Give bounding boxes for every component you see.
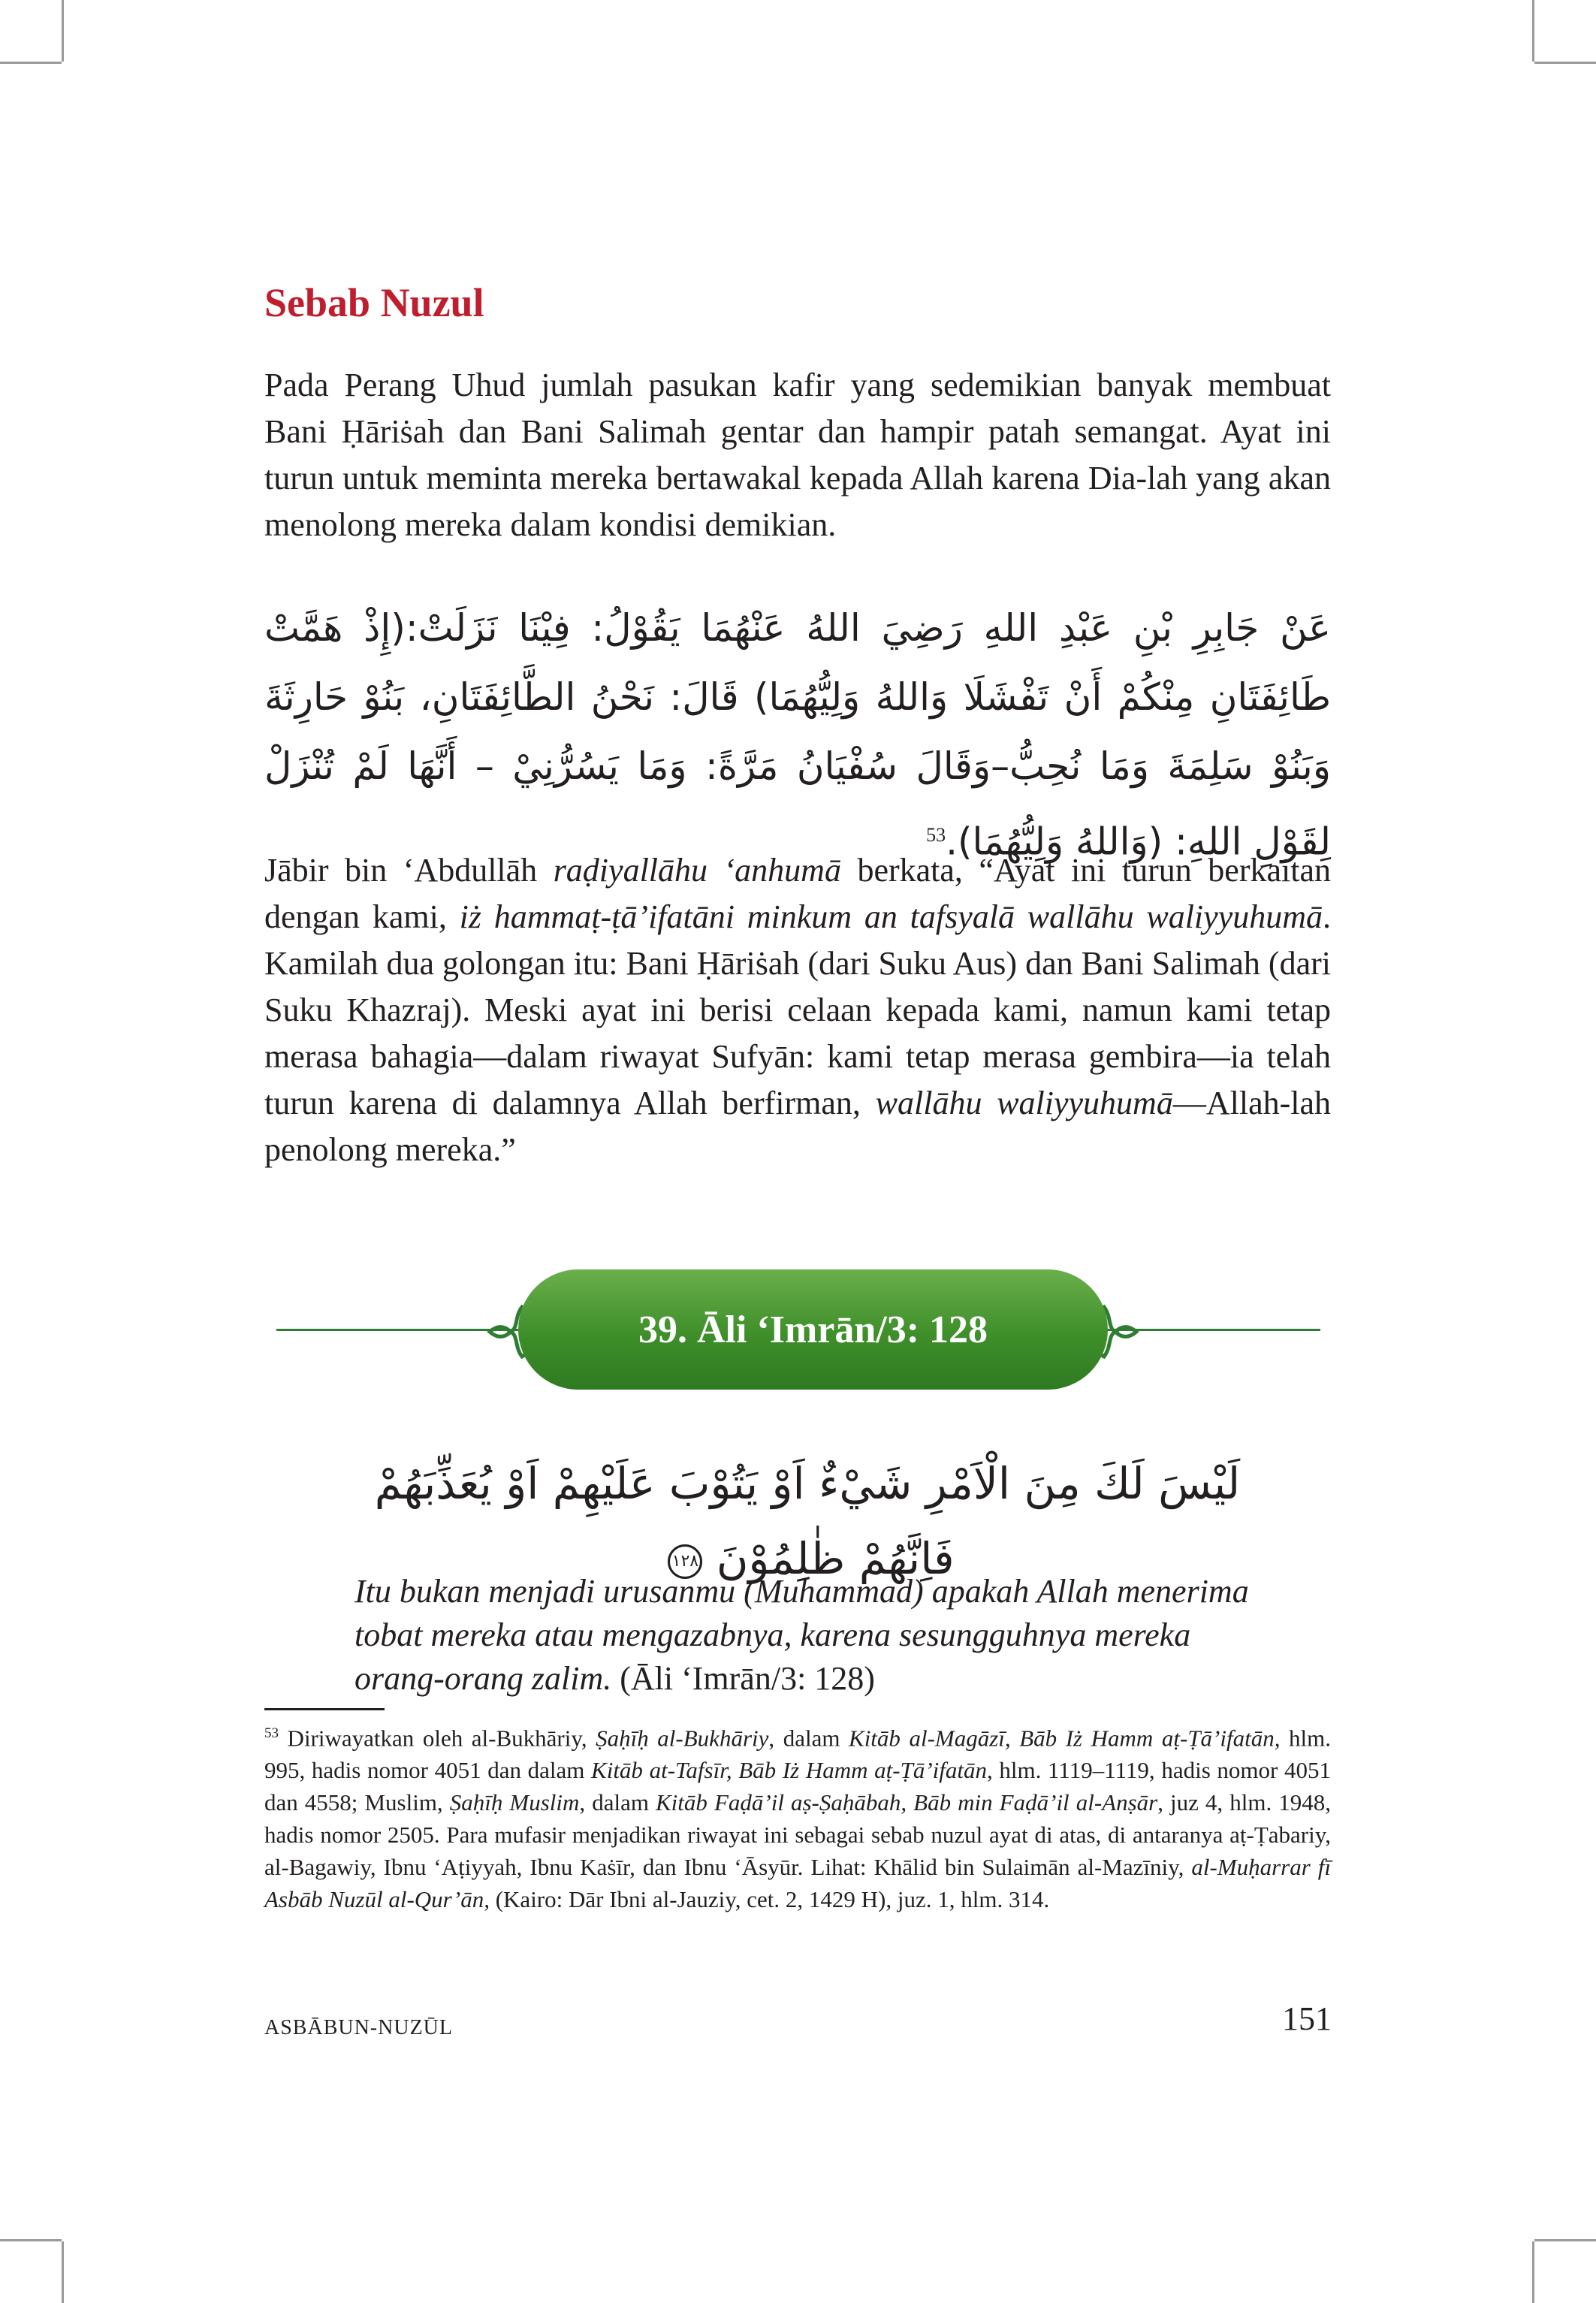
text-run: , dalam bbox=[579, 1789, 656, 1816]
section-heading: Sebab Nuzul bbox=[264, 280, 484, 325]
arabic-hadith bbox=[264, 593, 1331, 877]
translation-section bbox=[264, 847, 1331, 1173]
verse-banner bbox=[518, 1269, 1108, 1390]
crop-mark bbox=[0, 62, 62, 64]
italic-run: Ṣaḥīḥ Muslim bbox=[449, 1789, 580, 1816]
italic-run: Kitāb al-Magāzī, Bāb Iż Hamm aṭ-Ṭā’ifatān, bbox=[849, 1725, 1281, 1752]
verse-translation-text: Itu bukan menjadi urusanmu (Muhammad) apakah Allah menerima tobat mereka atau mengazabnya, karena sesungguhnya mereka orang-orang zalim. bbox=[354, 1573, 1249, 1697]
footnote-number: 53 bbox=[264, 1725, 279, 1741]
intro-section bbox=[264, 362, 1331, 548]
crop-mark bbox=[1532, 0, 1534, 62]
italic-run: Kitāb at-Tafsīr, Bāb Iż Hamm aṭ-Ṭā’ifatān bbox=[591, 1757, 987, 1784]
crop-mark bbox=[1534, 2239, 1596, 2241]
text-run: —Allah-lah penolong mereka.” bbox=[264, 1085, 1332, 1168]
intro-paragraph: Pada Perang Uhud jumlah pasukan kafir yang sedemikian banyak membuat Bani Ḥāriṡah dan Bani Salimah gentar dan hampir patah semangat. Ayat ini turun untuk meminta mereka bertawakal kepada Allah karena Dia-lah yang akan menolong mereka dalam kondisi demikian. bbox=[264, 367, 1331, 543]
translation-paragraph bbox=[264, 847, 1331, 1173]
crop-mark bbox=[0, 2239, 62, 2241]
page-number: 151 bbox=[1282, 2000, 1332, 2037]
text-run: , juz 4, hlm. 1948, hadis nomor 2505. Para mufasir menjadikan riwayat ini sebagai sebab nuzul ayat di atas, di antaranya aṭ-Ṭabariy, al-Bagawiy, Ibnu ʻAṭiyyah, Ibnu Kaṡīr, dan Ibnu ʻĀsyūr. Lihat: Khālid bin Sulaimān al-Mazīniy, bbox=[264, 1789, 1331, 1881]
verse-translation bbox=[354, 1570, 1256, 1701]
verse-citation: (Āli ‘Imrān/3: 128) bbox=[611, 1660, 875, 1697]
italic-run: wallāhu waliyyuhumā bbox=[875, 1085, 1173, 1121]
text-run: Diriwayatkan oleh al-Bukhāriy, bbox=[279, 1725, 596, 1752]
italic-run: Ṣaḥīḥ al-Bukhāriy bbox=[596, 1725, 769, 1752]
text-run: , hlm. 1119–1119, hadis nomor 4051 dan 4558; Muslim, bbox=[264, 1757, 1331, 1816]
text-run: hlm. 995, hadis nomor 4051 dan dalam bbox=[264, 1725, 1332, 1784]
text-run: berkata, “Ayat ini turun berkaitan dengan kami, bbox=[264, 852, 1331, 935]
ayah-number-badge: ١٢٨ bbox=[668, 1544, 702, 1579]
text-run: (Kairo: Dār Ibni al-Jauziy, cet. 2, 1429 H), juz. 1, hlm. 314. bbox=[489, 1886, 1050, 1913]
text-run: Jābir bin ʻAbdullāh bbox=[264, 852, 554, 889]
italic-run: Kitāb Faḍā’il aṣ-Ṣaḥābah, Bāb min Faḍā’il al-Anṣār bbox=[656, 1789, 1158, 1816]
footnote-divider bbox=[264, 1708, 385, 1710]
text-run: , dalam bbox=[768, 1725, 849, 1752]
arabic-hadith-text: عَنْ جَابِرِ بْنِ عَبْدِ اللهِ رَضِيَ اللهُ عَنْهُمَا يَقُوْلُ: فِيْنَا نَزَلَتْ:(إِذْ هَمَّتْ طَائِفَتَانِ مِنْكُمْ أَنْ تَفْشَلَا وَاللهُ وَلِيُّهُمَا) قَالَ: نَحْنُ الطَّائِفَتَانِ، بَنُوْ حَارِثَةَ وَبَنُوْ سَلِمَةَ وَمَا نُحِبُّ–وَقَالَ سُفْيَانُ مَرَّةً: وَمَا يَسُرُّنِيْ – أَنَّهَا لَمْ تُنْزَلْ لِقَوْلِ اللهِ: (وَاللهُ وَلِيُّهُمَا). bbox=[264, 606, 1331, 864]
crop-mark bbox=[62, 2241, 64, 2303]
crop-mark bbox=[1534, 62, 1596, 64]
italic-run: al-Muḥarrar fī Asbāb Nuzūl al-Qur’ān, bbox=[264, 1854, 1331, 1913]
text-run: . Kamilah dua golongan itu: Bani Ḥāriṡah (dari Suku Aus) dan Bani Salimah (dari Suku Khazraj). Meski ayat ini berisi celaan kepada kami, namun kami tetap merasa bahagia—dalam riwayat Sufyān: kami tetap merasa gembira—ia telah turun karena di dalamnya Allah berfirman, bbox=[264, 898, 1331, 1121]
footnote-53 bbox=[264, 1717, 1331, 1915]
quran-verse-text: لَيْسَ لَكَ مِنَ الْاَمْرِ شَيْءٌ اَوْ يَتُوْبَ عَلَيْهِمْ اَوْ يُعَذِّبَهُمْ فَاِنَّهُمْ ظٰلِمُوْنَ bbox=[374, 1458, 1241, 1584]
crop-mark bbox=[62, 0, 64, 62]
verse-reference: 39. Āli ‘Imrān/3: 128 bbox=[638, 1308, 988, 1351]
footnote-ref[interactable]: 53 bbox=[926, 824, 946, 846]
italic-run: raḍiyallāhu ʻanhumā bbox=[553, 852, 841, 889]
running-head: ASBĀBUN-NUZŪL bbox=[264, 2016, 453, 2039]
italic-run: iż hammaṭ-ṭā’ifatāni minkum an tafsyalā wallāhu waliyyuhumā bbox=[459, 898, 1323, 935]
crop-mark bbox=[1532, 2241, 1534, 2303]
